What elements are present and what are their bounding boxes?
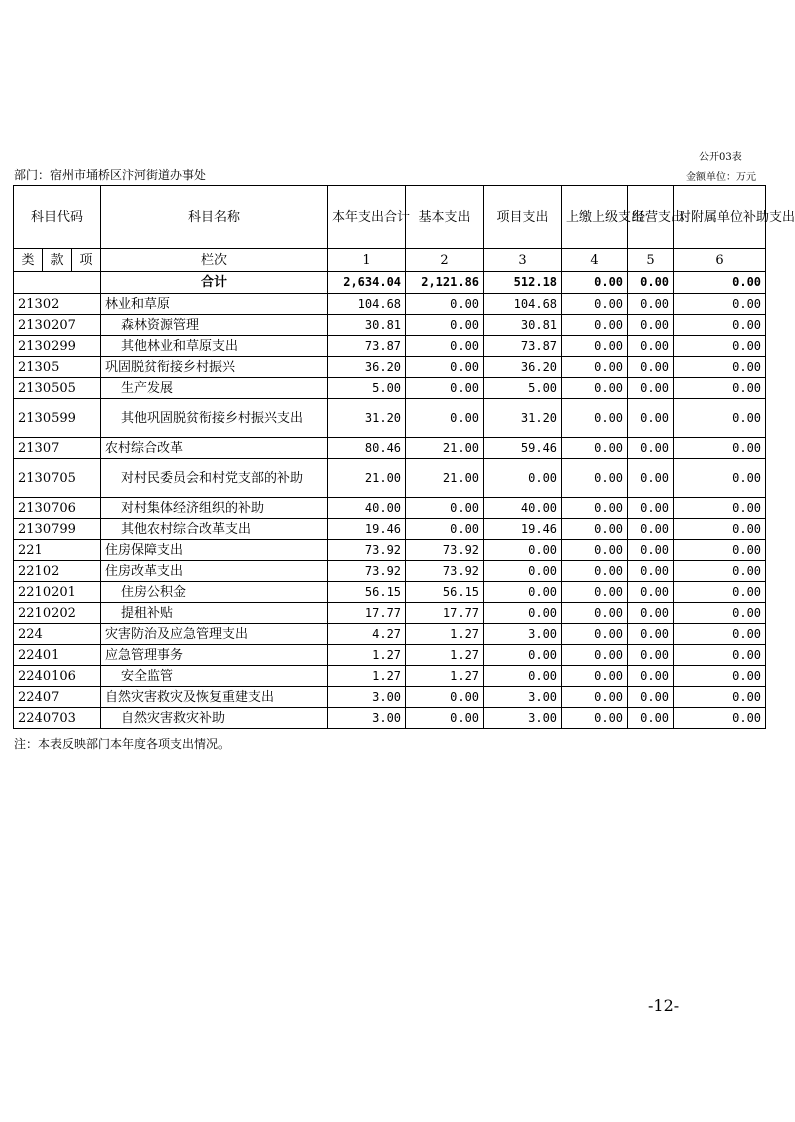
row-subsidy: 0.00: [674, 561, 766, 582]
table-row: [14, 498, 766, 519]
row-total: 21.00: [328, 459, 406, 498]
row-name: 住房保障支出: [101, 540, 328, 561]
table-row: [14, 687, 766, 708]
total-total: 2,634.04: [328, 272, 406, 294]
row-business: 0.00: [628, 624, 674, 645]
row-code: 22407: [14, 687, 101, 708]
row-project: 73.87: [484, 336, 562, 357]
row-upper: 0.00: [562, 336, 628, 357]
row-name: 森林资源管理: [101, 315, 328, 336]
row-code: 2130599: [14, 399, 101, 438]
total-code-cell: [14, 272, 101, 294]
row-subsidy: 0.00: [674, 459, 766, 498]
table-subheader-row: [14, 249, 766, 272]
row-basic: 0.00: [406, 294, 484, 315]
row-total: 73.92: [328, 561, 406, 582]
header-code: 科目代码: [14, 186, 101, 249]
row-code: 2130207: [14, 315, 101, 336]
row-project: 104.68: [484, 294, 562, 315]
row-upper: 0.00: [562, 561, 628, 582]
row-upper: 0.00: [562, 459, 628, 498]
table-row: [14, 357, 766, 378]
row-project: 36.20: [484, 357, 562, 378]
row-total: 5.00: [328, 378, 406, 399]
table-note: 注：本表反映部门本年度各项支出情况。: [14, 737, 231, 751]
row-subsidy: 0.00: [674, 624, 766, 645]
row-basic: 0.00: [406, 357, 484, 378]
row-business: 0.00: [628, 336, 674, 357]
subheader-col-5: 5: [628, 249, 674, 272]
row-total: 30.81: [328, 315, 406, 336]
total-business: 0.00: [628, 272, 674, 294]
row-name: 灾害防治及应急管理支出: [101, 624, 328, 645]
row-basic: 0.00: [406, 336, 484, 357]
subheader-xiang: 项: [72, 249, 101, 272]
row-project: 5.00: [484, 378, 562, 399]
row-subsidy: 0.00: [674, 645, 766, 666]
form-number: 公开03表: [699, 152, 742, 163]
table-row: [14, 666, 766, 687]
row-business: 0.00: [628, 603, 674, 624]
row-code: 22401: [14, 645, 101, 666]
row-code: 2130705: [14, 459, 101, 498]
total-subsidy: 0.00: [674, 272, 766, 294]
row-code: 221: [14, 540, 101, 561]
row-basic: 0.00: [406, 687, 484, 708]
row-subsidy: 0.00: [674, 294, 766, 315]
row-code: 224: [14, 624, 101, 645]
row-name: 住房改革支出: [101, 561, 328, 582]
row-business: 0.00: [628, 459, 674, 498]
row-name: 自然灾害救灾及恢复重建支出: [101, 687, 328, 708]
row-business: 0.00: [628, 498, 674, 519]
row-code: 2210201: [14, 582, 101, 603]
row-upper: 0.00: [562, 708, 628, 729]
row-upper: 0.00: [562, 498, 628, 519]
subheader-lei: 类: [14, 249, 43, 272]
table-row: [14, 540, 766, 561]
row-basic: 73.92: [406, 540, 484, 561]
row-subsidy: 0.00: [674, 708, 766, 729]
row-total: 31.20: [328, 399, 406, 438]
row-subsidy: 0.00: [674, 378, 766, 399]
row-total: 17.77: [328, 603, 406, 624]
row-basic: 0.00: [406, 315, 484, 336]
row-subsidy: 0.00: [674, 498, 766, 519]
subheader-col-2: 2: [406, 249, 484, 272]
row-total: 56.15: [328, 582, 406, 603]
table-row: [14, 603, 766, 624]
row-subsidy: 0.00: [674, 603, 766, 624]
row-subsidy: 0.00: [674, 540, 766, 561]
row-code: 21305: [14, 357, 101, 378]
table-row: [14, 708, 766, 729]
row-upper: 0.00: [562, 603, 628, 624]
amount-unit-label: 金额单位：万元: [686, 172, 756, 183]
row-basic: 21.00: [406, 438, 484, 459]
total-label: 合计: [101, 272, 328, 294]
table-row: [14, 645, 766, 666]
row-business: 0.00: [628, 438, 674, 459]
table-row: [14, 378, 766, 399]
table-row: [14, 438, 766, 459]
row-total: 3.00: [328, 687, 406, 708]
row-basic: 0.00: [406, 378, 484, 399]
row-code: 2130799: [14, 519, 101, 540]
row-name: 林业和草原: [101, 294, 328, 315]
expenditure-table: [13, 185, 795, 729]
table-row: [14, 624, 766, 645]
row-code: 22102: [14, 561, 101, 582]
table-row: [14, 294, 766, 315]
row-total: 19.46: [328, 519, 406, 540]
subheader-col-6: 6: [674, 249, 766, 272]
row-name: 其他巩固脱贫衔接乡村振兴支出: [101, 399, 328, 438]
subheader-col-4: 4: [562, 249, 628, 272]
row-basic: 0.00: [406, 498, 484, 519]
row-upper: 0.00: [562, 519, 628, 540]
row-project: 59.46: [484, 438, 562, 459]
header-project: 项目支出: [484, 186, 562, 249]
row-project: 30.81: [484, 315, 562, 336]
row-project: 19.46: [484, 519, 562, 540]
row-basic: 0.00: [406, 708, 484, 729]
row-name: 巩固脱贫衔接乡村振兴: [101, 357, 328, 378]
table-row: [14, 561, 766, 582]
table-body: [14, 294, 766, 729]
row-upper: 0.00: [562, 687, 628, 708]
row-name: 其他林业和草原支出: [101, 336, 328, 357]
row-total: 1.27: [328, 666, 406, 687]
row-name: 对村民委员会和村党支部的补助: [101, 459, 328, 498]
row-upper: 0.00: [562, 315, 628, 336]
subheader-kuan: 款: [43, 249, 72, 272]
row-basic: 1.27: [406, 645, 484, 666]
row-code: 2130706: [14, 498, 101, 519]
row-business: 0.00: [628, 561, 674, 582]
row-name: 农村综合改革: [101, 438, 328, 459]
row-basic: 0.00: [406, 519, 484, 540]
row-basic: 21.00: [406, 459, 484, 498]
row-code: 2210202: [14, 603, 101, 624]
header-basic: 基本支出: [406, 186, 484, 249]
row-upper: 0.00: [562, 378, 628, 399]
total-project: 512.18: [484, 272, 562, 294]
row-total: 3.00: [328, 708, 406, 729]
row-project: 31.20: [484, 399, 562, 438]
row-basic: 1.27: [406, 624, 484, 645]
row-subsidy: 0.00: [674, 315, 766, 336]
row-project: 3.00: [484, 687, 562, 708]
total-basic: 2,121.86: [406, 272, 484, 294]
header-upper: 上缴上级支出: [562, 186, 628, 249]
row-name: 住房公积金: [101, 582, 328, 603]
table-row: [14, 582, 766, 603]
row-upper: 0.00: [562, 294, 628, 315]
header-name: 科目名称: [101, 186, 328, 249]
page-number: -12-: [648, 996, 680, 1015]
row-business: 0.00: [628, 294, 674, 315]
row-total: 4.27: [328, 624, 406, 645]
row-name: 安全监管: [101, 666, 328, 687]
row-business: 0.00: [628, 582, 674, 603]
row-name: 生产发展: [101, 378, 328, 399]
row-project: 40.00: [484, 498, 562, 519]
row-subsidy: 0.00: [674, 438, 766, 459]
row-upper: 0.00: [562, 624, 628, 645]
row-subsidy: 0.00: [674, 336, 766, 357]
row-total: 73.87: [328, 336, 406, 357]
row-upper: 0.00: [562, 357, 628, 378]
row-project: 3.00: [484, 708, 562, 729]
total-upper: 0.00: [562, 272, 628, 294]
row-project: 0.00: [484, 582, 562, 603]
row-project: 0.00: [484, 561, 562, 582]
row-code: 2240703: [14, 708, 101, 729]
row-project: 0.00: [484, 540, 562, 561]
row-project: 0.00: [484, 459, 562, 498]
row-business: 0.00: [628, 357, 674, 378]
row-basic: 0.00: [406, 399, 484, 438]
row-subsidy: 0.00: [674, 582, 766, 603]
row-business: 0.00: [628, 645, 674, 666]
header-subsidy: 对附属单位补助支出: [674, 186, 766, 249]
row-project: 3.00: [484, 624, 562, 645]
row-code: 2130505: [14, 378, 101, 399]
row-business: 0.00: [628, 540, 674, 561]
row-upper: 0.00: [562, 399, 628, 438]
row-subsidy: 0.00: [674, 666, 766, 687]
row-code: 21307: [14, 438, 101, 459]
row-basic: 73.92: [406, 561, 484, 582]
row-upper: 0.00: [562, 666, 628, 687]
table-row: [14, 315, 766, 336]
row-business: 0.00: [628, 687, 674, 708]
table-row: [14, 519, 766, 540]
row-subsidy: 0.00: [674, 687, 766, 708]
row-basic: 1.27: [406, 666, 484, 687]
row-total: 73.92: [328, 540, 406, 561]
row-subsidy: 0.00: [674, 399, 766, 438]
row-name: 提租补贴: [101, 603, 328, 624]
row-total: 80.46: [328, 438, 406, 459]
row-code: 21302: [14, 294, 101, 315]
row-business: 0.00: [628, 378, 674, 399]
row-name: 自然灾害救灾补助: [101, 708, 328, 729]
row-name: 其他农村综合改革支出: [101, 519, 328, 540]
subheader-col-3: 3: [484, 249, 562, 272]
header-business: 经营支出: [628, 186, 674, 249]
row-subsidy: 0.00: [674, 357, 766, 378]
row-total: 40.00: [328, 498, 406, 519]
row-subsidy: 0.00: [674, 519, 766, 540]
row-project: 0.00: [484, 645, 562, 666]
row-business: 0.00: [628, 666, 674, 687]
row-code: 2240106: [14, 666, 101, 687]
row-basic: 17.77: [406, 603, 484, 624]
subheader-lanci: 栏次: [101, 249, 328, 272]
total-row: [14, 272, 766, 294]
row-business: 0.00: [628, 315, 674, 336]
row-name: 对村集体经济组织的补助: [101, 498, 328, 519]
subheader-col-1: 1: [328, 249, 406, 272]
row-code: 2130299: [14, 336, 101, 357]
row-total: 36.20: [328, 357, 406, 378]
row-total: 104.68: [328, 294, 406, 315]
row-project: 0.00: [484, 603, 562, 624]
row-upper: 0.00: [562, 645, 628, 666]
row-upper: 0.00: [562, 438, 628, 459]
row-name: 应急管理事务: [101, 645, 328, 666]
row-business: 0.00: [628, 519, 674, 540]
row-upper: 0.00: [562, 540, 628, 561]
row-project: 0.00: [484, 666, 562, 687]
table-header-row: [14, 186, 766, 249]
row-business: 0.00: [628, 708, 674, 729]
row-upper: 0.00: [562, 582, 628, 603]
table-row: [14, 399, 766, 438]
table-row: [14, 459, 766, 498]
row-total: 1.27: [328, 645, 406, 666]
department-label: 部门：宿州市埇桥区汴河街道办事处: [14, 168, 207, 182]
table-row: [14, 336, 766, 357]
row-business: 0.00: [628, 399, 674, 438]
row-basic: 56.15: [406, 582, 484, 603]
header-total: 本年支出合计: [328, 186, 406, 249]
